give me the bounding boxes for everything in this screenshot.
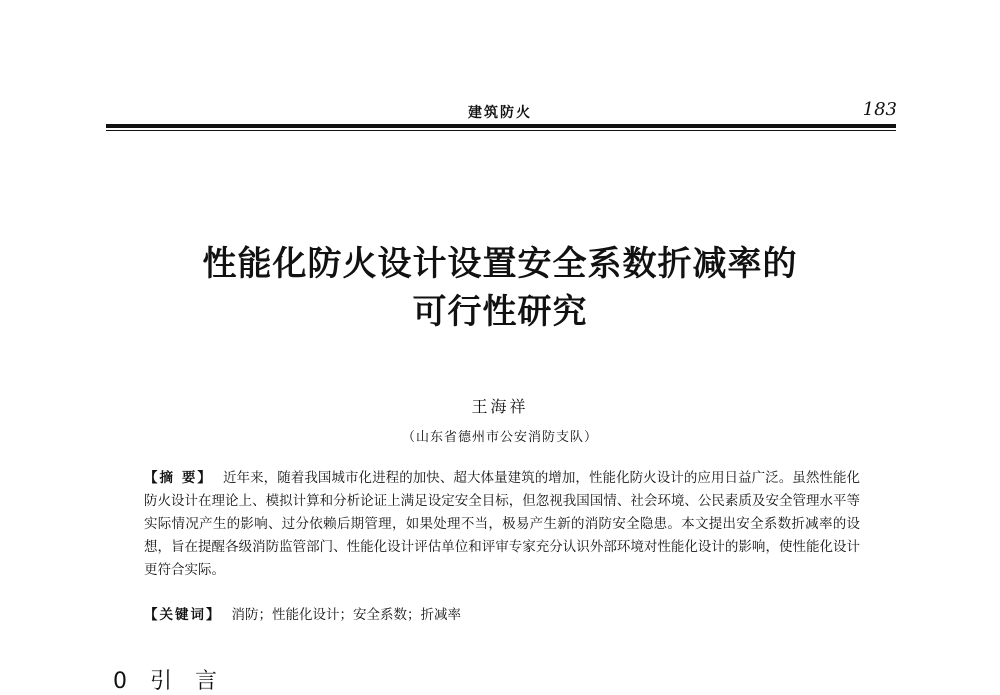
page-number: 183 [862, 99, 897, 120]
abstract-text: 近年来，随着我国城市化进程的加快、超大体量建筑的增加，性能化防火设计的应用日益广泛。虽然性能化防火设计在理论上、模拟计算和分析论证上满足设定安全目标，但忽视我国国情、社会环境、公民素质及安全管理水平等实际情况产生的影响、过分依赖后期管理，如果处理不当，极易产生新的消防安全隐患。本文提出安全系数折减率的设想，旨在提醒各级消防监管部门、性能化设计评估单位和评审专家充分认识外部环境对性能化设计的影响，使性能化设计更符合实际。 [144, 470, 861, 578]
article-title-line-2: 可行性研究 [412, 292, 588, 332]
section-heading-introduction: 0 引 言 [113, 669, 225, 694]
author-name: 王海祥 [471, 397, 529, 416]
keywords [144, 604, 860, 627]
journal-section-name: 建筑防火 [468, 105, 532, 121]
header-rule-thick [106, 124, 896, 128]
running-header [0, 0, 1000, 140]
header-rule-thin [106, 130, 896, 131]
keywords-label: 【关键词】 [144, 607, 222, 623]
article-title-line-1: 性能化防火设计设置安全系数折减率的 [202, 244, 798, 284]
keywords-text: 消防；性能化设计；安全系数；折减率 [231, 607, 461, 623]
author-affiliation: （山东省德州市公安消防支队） [401, 430, 598, 445]
abstract-label: 【摘 要】 [144, 470, 213, 486]
abstract [144, 467, 860, 582]
article-title [0, 240, 1000, 336]
